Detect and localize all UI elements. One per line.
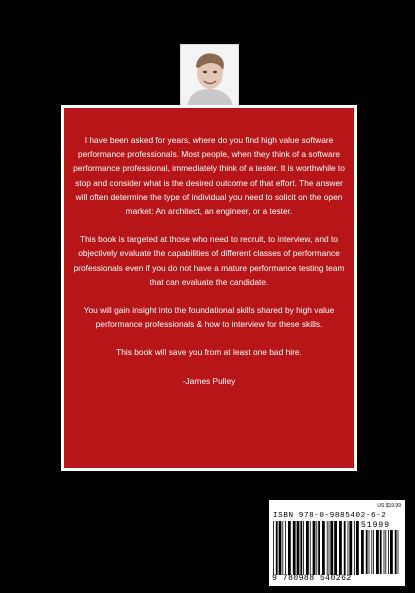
barcode-bar — [339, 521, 342, 575]
barcode-bar — [303, 521, 304, 575]
blurb-paragraph-4: This book will save you from at least one bad hire. — [116, 347, 302, 358]
barcode-bar — [371, 530, 372, 574]
barcode-bar — [300, 521, 302, 575]
barcode-bar — [322, 521, 325, 575]
barcode-bar — [376, 530, 379, 574]
barcode-bar — [327, 521, 328, 575]
barcode-bar — [348, 521, 349, 575]
blurb-text — [72, 133, 346, 402]
barcode-bar — [334, 521, 337, 575]
isbn-label: ISBN 978-0-9885402-6-2 — [273, 512, 387, 520]
author-photo — [180, 44, 239, 108]
barcode-bar — [390, 530, 393, 574]
barcode-bar — [380, 530, 382, 574]
blurb-paragraph-1: I have been asked for years, where do you find high value software performance professionals. Most people, when they think of a software performance professional, immediately think of a tester. It is worthwhile to stop and consider what is the desired outcome of that effort. The answer will often determine the type of individual you need to solicit on the open market: An architect, an engineer, or a tester. — [73, 135, 345, 217]
barcode-bar — [273, 521, 274, 575]
back-cover-blurb-panel — [61, 105, 357, 471]
barcode-bar — [316, 521, 317, 575]
barcode-bar — [297, 521, 300, 575]
blurb-paragraph-3: You will gain insight into the foundational skills shared by high value performance professionals & how to interview for these skills. — [83, 305, 335, 330]
ean-digits: 9 780988 540262 — [272, 574, 352, 583]
barcode-bar — [373, 530, 374, 574]
barcode-bar — [388, 530, 389, 574]
barcode-bar — [285, 521, 286, 575]
barcode-bar — [395, 530, 397, 574]
barcode-bar — [329, 521, 330, 575]
barcode-bar — [306, 521, 309, 575]
author-portrait-image — [181, 45, 238, 107]
barcode-bar — [330, 521, 333, 575]
barcode-bar — [361, 530, 364, 574]
price-label: US $19.99 — [377, 503, 401, 509]
barcode-bar — [349, 521, 352, 575]
barcode-bar — [313, 521, 316, 575]
barcode-bar — [282, 521, 283, 575]
price-addon-number: 51999 — [361, 521, 391, 530]
blurb-paragraph-2: This book is targeted at those who need to recruit, to interview, and to objectively evaluate the capabilities of different classes of performance professionals even if you do not have a mature performance testing team that can evaluate the candidate. — [73, 234, 345, 287]
author-signature: -James Pulley — [182, 375, 236, 386]
barcode-bar — [398, 530, 399, 574]
barcode-bar — [288, 521, 291, 575]
barcode-bar — [344, 521, 346, 575]
barcode-bar — [369, 530, 370, 574]
barcode-bar — [310, 521, 311, 575]
barcode-bar — [318, 521, 320, 575]
ean-barcode — [273, 521, 359, 575]
barcode-bar — [385, 530, 386, 574]
barcode-bar — [276, 521, 278, 575]
barcode-bar — [356, 521, 359, 575]
price-addon-barcode — [361, 530, 401, 574]
barcode-bar — [354, 521, 355, 575]
barcode-bar — [293, 521, 296, 575]
barcode-bar — [279, 521, 282, 575]
barcode-bar — [384, 530, 385, 574]
isbn-barcode-box — [269, 500, 405, 586]
barcode-bar — [366, 530, 368, 574]
